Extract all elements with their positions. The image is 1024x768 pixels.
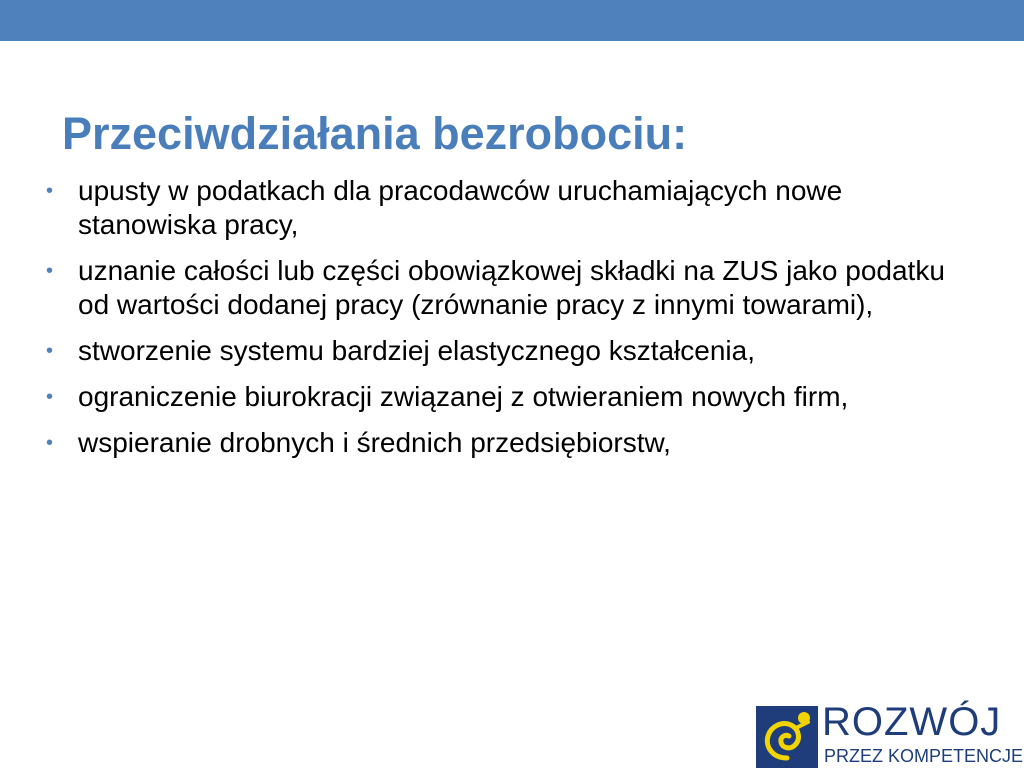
bullet-text: uznanie całości lub części obowiązkowej składki na ZUS jako podatku od wartości dodanej pracy (zrównanie pracy z innymi towarami), — [78, 255, 945, 320]
bullet-item — [44, 426, 964, 460]
bullet-text: stworzenie systemu bardziej elastycznego kształcenia, — [78, 335, 755, 366]
bullet-item — [44, 174, 964, 242]
bullet-list — [44, 174, 964, 472]
spiral-figure-icon — [756, 706, 818, 768]
top-accent-bar — [0, 0, 1024, 41]
bullet-text: wspieranie drobnych i średnich przedsiębiorstw, — [78, 427, 671, 458]
bullet-icon: • — [46, 260, 54, 282]
bullet-item — [44, 254, 964, 322]
logo-sub-text: PRZEZ KOMPETENCJE — [824, 746, 1024, 766]
bullet-text: ograniczenie biurokracji związanej z otwieraniem nowych firm, — [78, 381, 849, 412]
logo-main-text: ROZWÓJ — [822, 700, 1002, 744]
bullet-item — [44, 334, 964, 368]
bullet-icon: • — [46, 180, 54, 202]
bullet-icon: • — [46, 432, 54, 454]
slide-title: Przeciwdziałania bezrobociu: — [62, 108, 688, 159]
bullet-item — [44, 380, 964, 414]
bullet-text: upusty w podatkach dla pracodawców uruchamiających nowe stanowiska pracy, — [78, 175, 843, 240]
bullet-icon: • — [46, 340, 54, 362]
bullet-icon: • — [46, 386, 54, 408]
rozwoj-logo — [756, 700, 1024, 768]
